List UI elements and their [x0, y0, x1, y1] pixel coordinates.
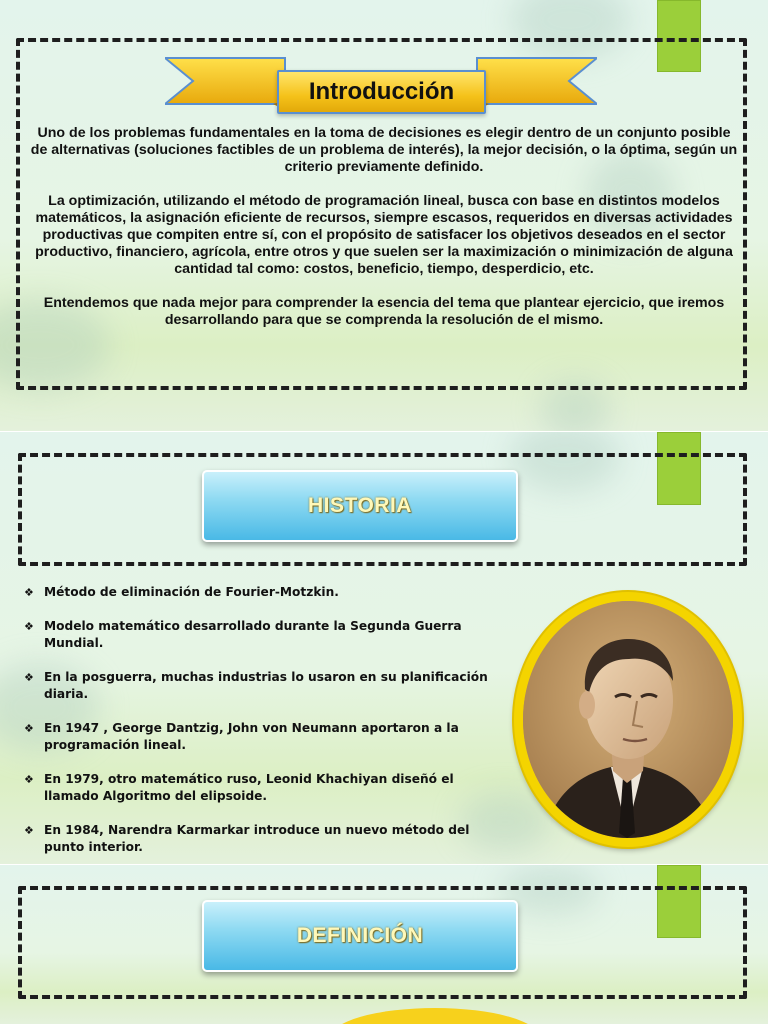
list-item: ❖ Método de eliminación de Fourier-Motzkin. [24, 585, 339, 599]
list-item: ❖ Modelo matemático desarrollado durante la Segunda Guerra Mundial. [24, 619, 462, 650]
diamond-bullet-icon: ❖ [24, 773, 34, 786]
diamond-bullet-icon: ❖ [24, 722, 34, 735]
portrait-photo [523, 601, 733, 838]
intro-paragraph: La optimización, utilizando el método de programación lineal, busca con base en distintos modelos matemáticos, la asignación eficiente de recursos, siempre escasos, requeridos en diversas actividades productivas que compiten entre sí, con el propósito de satisfacer los objetivos deseados en el sector productivo, financiero, agrícola, entre otros y que suelen ser la maximización o minimización de alguna cantidad tal como: costos, beneficio, tiempo, desperdicio, etc. [35, 193, 733, 277]
historia-list [24, 584, 494, 865]
portrait-man-icon [523, 601, 733, 838]
intro-title: Introducción [277, 70, 486, 114]
diamond-bullet-icon: ❖ [24, 671, 34, 684]
list-item: ❖ En 1979, otro matemático ruso, Leonid Khachiyan diseñó el llamado Algoritmo del elipsoide. [24, 772, 454, 803]
diamond-bullet-icon: ❖ [24, 586, 34, 599]
ribbon-peek-decoration [330, 1008, 540, 1024]
diamond-bullet-icon: ❖ [24, 620, 34, 633]
historia-title: HISTORIA [202, 470, 518, 542]
slide-historia [0, 432, 768, 865]
definicion-title: DEFINICIÓN [202, 900, 518, 972]
slide-definicion [0, 865, 768, 1024]
list-item: ❖ En 1984, Narendra Karmarkar introduce un nuevo método del punto interior. [24, 823, 470, 854]
intro-paragraph: Entendemos que nada mejor para comprender la esencia del tema que plantear ejercicio, que iremos desarrollando para que se comprenda la resolución de el mismo. [43, 295, 725, 328]
list-item: ❖ En 1947 , George Dantzig, John von Neumann aportaron a la programación lineal. [24, 721, 459, 752]
intro-body [28, 125, 740, 346]
slide-introduccion [0, 0, 768, 432]
intro-paragraph: Uno de los problemas fundamentales en la toma de decisiones es elegir dentro de un conjunto posible de alternativas (soluciones factibles de un problema de interés), la mejor decisión, o la óptima, según un criterio previamente definido. [30, 125, 738, 175]
list-item: ❖ En la posguerra, muchas industrias lo usaron en su planificación diaria. [24, 670, 488, 701]
diamond-bullet-icon: ❖ [24, 824, 34, 837]
